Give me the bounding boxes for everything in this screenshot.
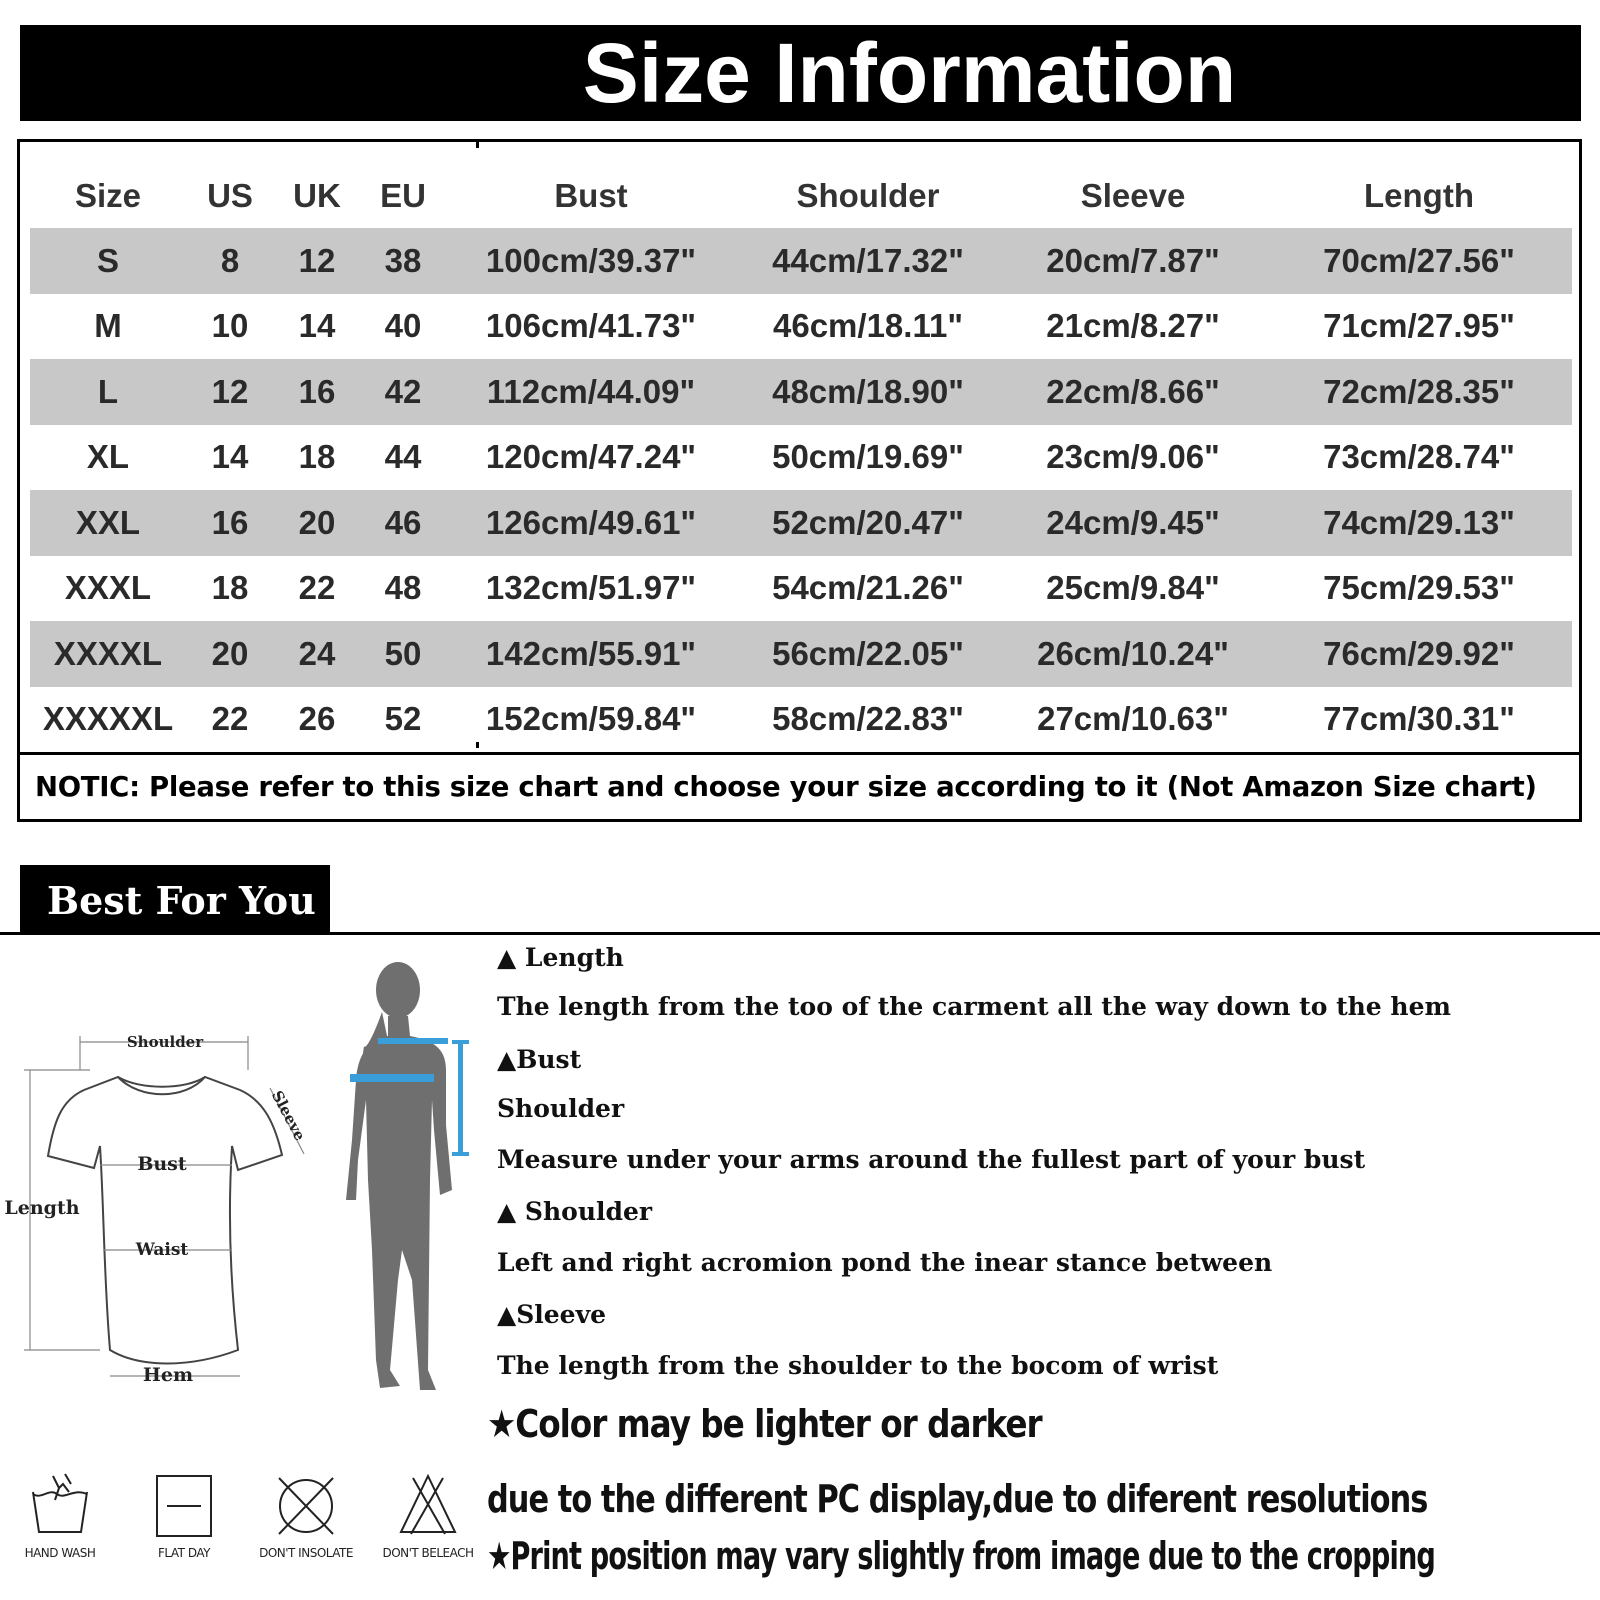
instruction-bust-text: Measure under your arms around the fullest part of your bust: [497, 1145, 1366, 1174]
header-sleeve: Sleeve: [1080, 177, 1186, 214]
table-cell: 18: [211, 569, 249, 607]
diagram-label-hem: Hem: [142, 1364, 194, 1386]
table-cell: 26cm/10.24": [1000, 621, 1266, 687]
header-bust: Bust: [554, 177, 628, 214]
care-label: HAND WASH: [24, 1546, 96, 1560]
table-cell: 18: [298, 438, 336, 476]
table-cell: 20: [186, 621, 274, 687]
table-cell: 12: [274, 228, 360, 294]
table-cell: XL: [86, 438, 130, 476]
divider-tick: [476, 142, 479, 148]
diagram-label-bust: Bust: [137, 1153, 187, 1175]
care-do-not-bleach: [368, 1470, 488, 1560]
care-do-not-tumble: [246, 1470, 366, 1560]
table-cell: 126cm/49.61": [446, 490, 736, 556]
instruction-sleeve-text: The length from the shoulder to the bocom of wrist: [497, 1351, 1219, 1380]
flat-dry-icon: [149, 1470, 219, 1540]
table-cell: 52cm/20.47": [736, 490, 1000, 556]
table-row: [30, 359, 1572, 425]
table-cell: 75cm/29.53": [1323, 569, 1515, 607]
header-size: Size: [74, 177, 142, 214]
table-cell: 112cm/44.09": [446, 359, 736, 425]
tshirt-outline: [48, 1077, 282, 1364]
table-row: [30, 621, 1572, 687]
table-cell: 23cm/9.06": [1046, 438, 1220, 476]
diagram-label-waist: Waist: [135, 1240, 189, 1260]
table-cell: 14: [211, 438, 249, 476]
table-row: [30, 228, 1572, 294]
table-cell: L: [30, 359, 186, 425]
measurement-diagram: [0, 950, 490, 1420]
table-cell: 24cm/9.45": [1000, 490, 1266, 556]
table-cell: 21cm/8.27": [1046, 307, 1220, 345]
table-cell: M: [94, 307, 122, 345]
table-cell: 120cm/47.24": [485, 438, 697, 476]
table-cell: 20: [274, 490, 360, 556]
instruction-sleeve-title: ▲Sleeve: [497, 1300, 607, 1329]
header-eu: EU: [380, 177, 426, 214]
care-label: DON'T BELEACH: [382, 1546, 474, 1560]
note-print-position: ★Print position may vary slightly from image due to the cropping: [487, 1534, 1436, 1578]
table-cell: 100cm/39.37": [446, 228, 736, 294]
table-cell: 106cm/41.73": [485, 307, 697, 345]
header-length: Length: [1364, 177, 1474, 214]
table-row: [30, 425, 1572, 491]
header-us: US: [207, 177, 253, 214]
table-cell: 48cm/18.90": [736, 359, 1000, 425]
note-color: ★Color may be lighter or darker: [487, 1402, 1042, 1446]
table-cell: XXXL: [64, 569, 152, 607]
size-chart: [17, 139, 1582, 822]
page-title: Size Information: [582, 26, 1237, 120]
tshirt-collar: [118, 1077, 205, 1094]
table-cell: 56cm/22.05": [736, 621, 1000, 687]
table-cell: 73cm/28.74": [1323, 438, 1515, 476]
table-cell: 42: [360, 359, 446, 425]
diagram-label-shoulder: Shoulder: [126, 1033, 204, 1051]
table-cell: 72cm/28.35": [1266, 359, 1572, 425]
table-cell: 40: [384, 307, 422, 345]
care-label: DON'T INSOLATE: [259, 1546, 353, 1560]
table-cell: 142cm/55.91": [446, 621, 736, 687]
table-cell: 132cm/51.97": [485, 569, 697, 607]
care-hand-wash: [0, 1470, 120, 1560]
size-table: [30, 164, 1572, 752]
table-cell: 58cm/22.83": [772, 700, 964, 738]
table-cell: 25cm/9.84": [1046, 569, 1220, 607]
table-cell: 71cm/27.95": [1323, 307, 1515, 345]
table-cell: XXXXXL: [42, 700, 174, 738]
table-header-row: [30, 164, 1572, 228]
table-cell: 70cm/27.56": [1266, 228, 1572, 294]
table-row: [30, 687, 1572, 753]
table-row: [30, 556, 1572, 622]
table-cell: 38: [360, 228, 446, 294]
header-shoulder: Shoulder: [796, 177, 940, 214]
diagram-label-length: Length: [4, 1197, 80, 1219]
table-cell: XXXXL: [30, 621, 186, 687]
table-cell: 10: [211, 307, 249, 345]
table-cell: 22cm/8.66": [1000, 359, 1266, 425]
instruction-shoulder-text: Left and right acromion pond the inear stance between: [497, 1248, 1273, 1277]
table-cell: XXL: [30, 490, 186, 556]
table-cell: 44cm/17.32": [736, 228, 1000, 294]
table-cell: 27cm/10.63": [1037, 700, 1229, 738]
tshirt-diagram: [48, 1077, 282, 1364]
body-silhouette: [346, 962, 452, 1390]
care-label: FLAT DAY: [158, 1546, 210, 1560]
table-cell: 26: [298, 700, 336, 738]
section-divider: [0, 932, 1600, 935]
table-row: [30, 490, 1572, 556]
table-row: [30, 294, 1572, 360]
table-cell: 48: [384, 569, 422, 607]
table-cell: 16: [274, 359, 360, 425]
table-cell: 20cm/7.87": [1000, 228, 1266, 294]
header-uk: UK: [293, 177, 341, 214]
best-for-you-heading: Best For You: [20, 865, 330, 935]
table-cell: 152cm/59.84": [485, 700, 697, 738]
table-cell: 54cm/21.26": [772, 569, 964, 607]
table-cell: 46cm/18.11": [773, 307, 963, 345]
table-cell: 74cm/29.13": [1266, 490, 1572, 556]
table-cell: 77cm/30.31": [1323, 700, 1515, 738]
table-cell: 44: [384, 438, 422, 476]
table-cell: 50: [360, 621, 446, 687]
table-cell: 8: [186, 228, 274, 294]
table-cell: 50cm/19.69": [772, 438, 964, 476]
table-cell: 46: [360, 490, 446, 556]
instruction-bust-title: ▲Bust: [497, 1045, 582, 1074]
table-cell: S: [30, 228, 186, 294]
do-not-tumble-dry-icon: [271, 1470, 341, 1540]
table-cell: 12: [186, 359, 274, 425]
care-flat-dry: [124, 1470, 244, 1560]
table-cell: 52: [384, 700, 422, 738]
instruction-bust-subtitle: Shoulder: [497, 1094, 625, 1123]
do-not-bleach-icon: [393, 1470, 463, 1540]
table-cell: 22: [298, 569, 336, 607]
instruction-shoulder-title: ▲ Shoulder: [497, 1197, 653, 1226]
note-display: due to the different PC display,due to diferent resolutions: [487, 1477, 1428, 1521]
table-cell: 14: [298, 307, 336, 345]
table-cell: 16: [186, 490, 274, 556]
title-bar: [20, 25, 1581, 121]
table-cell: 22: [211, 700, 249, 738]
instruction-length-title: ▲ Length: [497, 943, 624, 972]
size-notice: NOTIC: Please refer to this size chart and choose your size according to it (Not Amazon Size chart): [20, 752, 1579, 822]
table-cell: 24: [274, 621, 360, 687]
diagram-label-sleeve: Sleeve: [267, 1087, 310, 1144]
hand-wash-icon: [25, 1470, 95, 1540]
instruction-length-text: The length from the too of the carment all the way down to the hem: [497, 992, 1451, 1021]
table-cell: 76cm/29.92": [1266, 621, 1572, 687]
